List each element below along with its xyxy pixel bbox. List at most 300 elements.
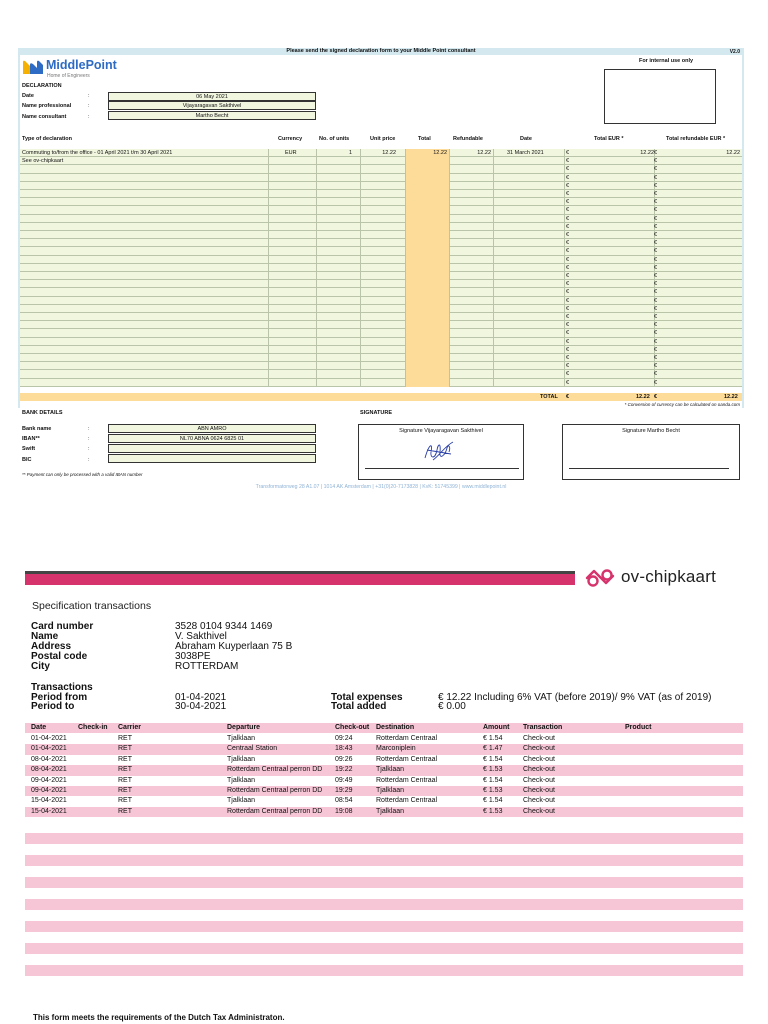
declaration-cell-type: See ov-chipkaart bbox=[22, 158, 64, 165]
column-divider bbox=[316, 247, 317, 255]
column-divider bbox=[316, 215, 317, 223]
declaration-cell-eur-sign2: € bbox=[654, 215, 658, 222]
bic-field[interactable] bbox=[108, 454, 316, 463]
column-divider bbox=[405, 272, 406, 280]
col-total-eur: Total EUR * bbox=[594, 136, 624, 142]
column-divider bbox=[564, 223, 565, 231]
column-divider bbox=[360, 149, 361, 157]
column-divider bbox=[360, 305, 361, 313]
column-divider bbox=[316, 346, 317, 354]
transaction-cell-transaction: Check-out bbox=[523, 745, 555, 753]
transaction-cell-checkout: 09:26 bbox=[335, 755, 353, 763]
declaration-cell-refundable: 12.22 bbox=[477, 150, 491, 156]
column-divider bbox=[360, 313, 361, 321]
transaction-cell-departure: Rotterdam Centraal perron DD bbox=[227, 807, 323, 815]
column-divider bbox=[360, 247, 361, 255]
form-version: V2.0 bbox=[729, 49, 740, 55]
transaction-cell-transaction: Check-out bbox=[523, 776, 555, 784]
declaration-row[interactable] bbox=[20, 239, 742, 247]
postal-code-value: 3038PE bbox=[175, 651, 211, 662]
declaration-cell-date: 31 March 2021 bbox=[507, 150, 544, 156]
bottom-note: This form meets the requirements of the Dutch Tax Administraton. bbox=[33, 1013, 285, 1022]
total-column-highlight bbox=[405, 288, 449, 296]
column-divider bbox=[405, 190, 406, 198]
column-divider bbox=[360, 182, 361, 190]
column-divider bbox=[316, 297, 317, 305]
internal-use-box bbox=[604, 69, 716, 124]
column-divider bbox=[316, 321, 317, 329]
transaction-cell-destination: Rotterdam Centraal bbox=[376, 776, 438, 784]
swift-colon: : bbox=[88, 446, 90, 452]
col-unit-price: Unit price bbox=[370, 136, 396, 142]
declaration-cell-currency: EUR bbox=[285, 150, 297, 156]
column-divider bbox=[564, 149, 565, 157]
column-divider bbox=[564, 305, 565, 313]
signature-professional-box[interactable] bbox=[358, 424, 524, 480]
total-label: TOTAL bbox=[540, 394, 558, 400]
declaration-cell-eur-sign2: € bbox=[654, 330, 658, 337]
name-professional-colon: : bbox=[88, 103, 90, 109]
column-divider bbox=[405, 264, 406, 272]
column-divider bbox=[449, 280, 450, 288]
total-eur-value: 12.22 bbox=[636, 394, 650, 400]
column-divider bbox=[405, 297, 406, 305]
declaration-row[interactable] bbox=[20, 149, 742, 157]
transaction-cell-departure: Tjalklaan bbox=[227, 735, 256, 742]
total-column-highlight bbox=[405, 280, 449, 288]
declaration-cell-eur-sign2: € bbox=[654, 314, 658, 320]
column-divider bbox=[493, 272, 494, 280]
ov-header-bar bbox=[25, 574, 575, 585]
declaration-cell-eur-sign: € bbox=[566, 379, 570, 386]
bank-details-title: BANK DETAILS bbox=[22, 410, 63, 416]
column-divider bbox=[405, 313, 406, 321]
declaration-cell-eur-sign2: € bbox=[654, 207, 658, 214]
column-divider bbox=[564, 247, 565, 255]
column-divider bbox=[493, 338, 494, 346]
declaration-row[interactable] bbox=[20, 223, 742, 231]
declaration-row[interactable] bbox=[20, 190, 742, 198]
column-divider bbox=[405, 256, 406, 264]
column-divider bbox=[268, 329, 269, 337]
declaration-cell-eur-sign: € bbox=[566, 248, 570, 255]
column-divider bbox=[449, 346, 450, 354]
column-divider bbox=[360, 280, 361, 288]
iban-label: IBAN** bbox=[22, 436, 40, 442]
column-divider bbox=[316, 174, 317, 182]
column-divider bbox=[564, 231, 565, 239]
column-divider bbox=[360, 264, 361, 272]
declaration-row[interactable] bbox=[20, 288, 742, 296]
middlepoint-logo bbox=[22, 58, 142, 80]
ov-brand-name: ov-chipkaart bbox=[621, 567, 716, 586]
transaction-row bbox=[25, 744, 743, 754]
bank-name-label: Bank name bbox=[22, 426, 52, 432]
total-column-highlight bbox=[405, 198, 449, 206]
transaction-cell-departure: Centraal Station bbox=[227, 745, 278, 753]
declaration-row[interactable] bbox=[20, 321, 742, 329]
column-divider bbox=[316, 256, 317, 264]
city-label: City bbox=[31, 661, 50, 672]
declaration-row[interactable] bbox=[20, 165, 742, 173]
total-added-label: Total added bbox=[331, 701, 387, 712]
transaction-cell-destination: Rotterdam Centraal bbox=[376, 797, 438, 805]
signature-professional-label: Signature Vijayaragavan Sakthivel bbox=[399, 428, 483, 434]
transaction-cell-transaction: Check-out bbox=[523, 755, 555, 763]
column-divider bbox=[268, 338, 269, 346]
transaction-cell-checkout: 19:22 bbox=[335, 766, 353, 774]
total-column-highlight bbox=[405, 370, 449, 378]
transaction-cell-checkout: 19:29 bbox=[335, 787, 353, 794]
total-column-highlight bbox=[405, 362, 449, 370]
column-divider bbox=[493, 379, 494, 387]
declaration-row[interactable] bbox=[20, 313, 742, 321]
declaration-cell-eur-sign: € bbox=[566, 207, 570, 214]
column-divider bbox=[316, 379, 317, 387]
column-divider bbox=[360, 370, 361, 378]
column-divider bbox=[360, 256, 361, 264]
column-divider bbox=[405, 321, 406, 329]
column-divider bbox=[360, 272, 361, 280]
declaration-row[interactable] bbox=[20, 305, 742, 313]
total-column-highlight bbox=[405, 239, 449, 247]
declaration-cell-eur-sign2: € bbox=[654, 281, 658, 288]
declaration-cell-eur-sign: € bbox=[566, 273, 570, 279]
column-divider bbox=[449, 297, 450, 305]
transactions-label: Transactions bbox=[31, 682, 93, 693]
column-divider bbox=[493, 157, 494, 165]
total-column-highlight bbox=[405, 223, 449, 231]
column-divider bbox=[564, 329, 565, 337]
ov-chipkaart-logo-icon bbox=[584, 568, 616, 588]
declaration-cell-eur-sign2: € bbox=[654, 297, 658, 304]
total-column-highlight bbox=[405, 182, 449, 190]
transaction-cell-amount: € 1.54 bbox=[483, 735, 503, 742]
declaration-cell-eur-sign: € bbox=[566, 240, 570, 247]
column-divider bbox=[564, 206, 565, 214]
column-divider bbox=[268, 313, 269, 321]
column-divider bbox=[449, 247, 450, 255]
total-column-highlight bbox=[405, 346, 449, 354]
city-value: ROTTERDAM bbox=[175, 661, 239, 672]
declaration-row[interactable] bbox=[20, 247, 742, 255]
column-divider bbox=[405, 288, 406, 296]
total-column-highlight bbox=[405, 157, 449, 165]
total-column-highlight bbox=[405, 354, 449, 362]
bic-colon: : bbox=[88, 457, 90, 463]
total-column-highlight bbox=[405, 329, 449, 337]
column-divider bbox=[405, 223, 406, 231]
date-label: Date bbox=[22, 93, 34, 99]
column-divider bbox=[316, 239, 317, 247]
column-divider bbox=[405, 239, 406, 247]
declaration-cell-unit-price: 12.22 bbox=[382, 150, 396, 156]
column-divider bbox=[564, 239, 565, 247]
transaction-row bbox=[25, 755, 743, 765]
column-divider bbox=[564, 157, 565, 165]
name-consultant-field[interactable]: Martho Becht bbox=[108, 111, 316, 120]
conversion-note: * Conversion of currency can be calculated on oanda.com bbox=[624, 402, 740, 407]
declaration-cell-eur-sign: € bbox=[566, 174, 570, 181]
declaration-cell-total: 12.22 bbox=[433, 150, 447, 156]
transaction-cell-carrier: RET bbox=[118, 787, 132, 794]
column-divider bbox=[493, 354, 494, 362]
column-divider bbox=[316, 223, 317, 231]
column-divider bbox=[493, 264, 494, 272]
column-divider bbox=[316, 165, 317, 173]
declaration-cell-eur-sign2: € bbox=[654, 240, 658, 247]
column-divider bbox=[449, 206, 450, 214]
empty-transaction-row bbox=[25, 855, 743, 866]
empty-transaction-row bbox=[25, 899, 743, 910]
column-divider bbox=[564, 165, 565, 173]
total-column-highlight bbox=[405, 272, 449, 280]
declaration-cell-eur-sign: € bbox=[566, 314, 570, 320]
declaration-cell-eur-sign: € bbox=[566, 223, 570, 230]
column-divider bbox=[493, 149, 494, 157]
declaration-row[interactable] bbox=[20, 182, 742, 190]
declaration-row[interactable] bbox=[20, 256, 742, 264]
declaration-cell-eur-sign: € bbox=[566, 371, 570, 378]
transaction-cell-destination: Tjalklaan bbox=[376, 766, 405, 774]
declaration-cell-eur-sign: € bbox=[566, 264, 570, 271]
column-divider bbox=[316, 305, 317, 313]
column-divider bbox=[564, 190, 565, 198]
column-divider bbox=[316, 288, 317, 296]
declaration-cell-eur-sign: € bbox=[566, 338, 570, 345]
col-total: Total bbox=[418, 136, 431, 142]
column-divider bbox=[493, 182, 494, 190]
column-divider bbox=[405, 280, 406, 288]
declaration-row[interactable] bbox=[20, 297, 742, 305]
tx-col-departure: Departure bbox=[227, 724, 261, 731]
column-divider bbox=[449, 157, 450, 165]
address-label: Address bbox=[31, 641, 72, 652]
declaration-row[interactable] bbox=[20, 379, 742, 387]
column-divider bbox=[449, 231, 450, 239]
column-divider bbox=[493, 288, 494, 296]
declaration-row[interactable] bbox=[20, 280, 742, 288]
bank-name-field[interactable]: ABN AMRO bbox=[108, 424, 316, 433]
column-divider bbox=[493, 280, 494, 288]
declaration-row[interactable] bbox=[20, 272, 742, 280]
declaration-cell-eur-sign2: € bbox=[654, 150, 658, 156]
declaration-row[interactable] bbox=[20, 354, 742, 362]
column-divider bbox=[360, 338, 361, 346]
declaration-cell-eur-sign: € bbox=[566, 305, 570, 312]
col-refundable: Refundable bbox=[453, 136, 483, 142]
declaration-cell-eur-sign: € bbox=[566, 158, 570, 165]
declaration-cell-eur-sign2: € bbox=[654, 166, 658, 173]
declaration-cell-type: Commuting to/from the office - 01 April 2021 t/m 30 April 2021 bbox=[22, 150, 173, 156]
column-divider bbox=[449, 190, 450, 198]
declaration-row[interactable] bbox=[20, 264, 742, 272]
column-divider bbox=[449, 305, 450, 313]
column-divider bbox=[405, 198, 406, 206]
name-professional-field[interactable]: Vijayaragavan Sakthivel bbox=[108, 101, 316, 110]
transaction-cell-amount: € 1.54 bbox=[483, 755, 503, 763]
column-divider bbox=[268, 198, 269, 206]
transaction-cell-transaction: Check-out bbox=[523, 787, 555, 794]
transaction-cell-checkout: 18:43 bbox=[335, 745, 353, 753]
column-divider bbox=[405, 182, 406, 190]
signature-consultant-label: Signature Martho Becht bbox=[622, 428, 680, 434]
declaration-cell-eur-sign: € bbox=[566, 199, 570, 206]
declaration-cell-eur-sign2: € bbox=[654, 355, 658, 361]
period-to-label: Period to bbox=[31, 701, 75, 712]
column-divider bbox=[268, 206, 269, 214]
tx-col-carrier: Carrier bbox=[118, 724, 141, 731]
total-column-highlight bbox=[405, 165, 449, 173]
column-divider bbox=[268, 174, 269, 182]
transaction-cell-checkout: 19:08 bbox=[335, 807, 353, 815]
column-divider bbox=[316, 354, 317, 362]
transaction-cell-carrier: RET bbox=[118, 766, 132, 774]
declaration-form bbox=[18, 48, 744, 500]
transaction-cell-date: 01-04-2021 bbox=[31, 735, 67, 742]
column-divider bbox=[316, 231, 317, 239]
total-refundable-eur-value: 12.22 bbox=[724, 394, 738, 400]
column-divider bbox=[449, 182, 450, 190]
column-divider bbox=[449, 239, 450, 247]
column-divider bbox=[268, 239, 269, 247]
name-label: Name bbox=[31, 631, 59, 642]
name-professional-label: Name professional bbox=[22, 103, 72, 109]
declaration-cell-total-eur: 12.22 bbox=[640, 150, 654, 156]
column-divider bbox=[564, 379, 565, 387]
column-divider bbox=[564, 264, 565, 272]
column-divider bbox=[268, 370, 269, 378]
declaration-cell-eur-sign2: € bbox=[654, 371, 658, 378]
col-date: Date bbox=[520, 136, 532, 142]
date-field[interactable]: 06 May 2021 bbox=[108, 92, 316, 101]
total-column-highlight bbox=[405, 256, 449, 264]
column-divider bbox=[316, 190, 317, 198]
declaration-cell-eur-sign: € bbox=[566, 346, 570, 353]
transaction-cell-date: 08-04-2021 bbox=[31, 766, 67, 774]
column-divider bbox=[564, 313, 565, 321]
declaration-cell-eur-sign2: € bbox=[654, 256, 658, 263]
transaction-cell-transaction: Check-out bbox=[523, 797, 555, 805]
column-divider bbox=[405, 338, 406, 346]
total-column-highlight bbox=[405, 321, 449, 329]
column-divider bbox=[316, 206, 317, 214]
column-divider bbox=[405, 165, 406, 173]
declaration-row[interactable] bbox=[20, 157, 742, 165]
transaction-cell-transaction: Check-out bbox=[523, 735, 555, 742]
column-divider bbox=[268, 272, 269, 280]
declaration-row[interactable] bbox=[20, 329, 742, 337]
column-divider bbox=[316, 329, 317, 337]
form-top-note: Please send the signed declaration form to your Middle Point consultant bbox=[286, 48, 476, 54]
declaration-cell-eur-sign: € bbox=[566, 322, 570, 329]
column-divider bbox=[316, 198, 317, 206]
column-divider bbox=[564, 346, 565, 354]
total-refundable-euro-sign: € bbox=[654, 394, 658, 400]
declaration-cell-eur-sign2: € bbox=[654, 158, 658, 165]
declaration-row[interactable] bbox=[20, 338, 742, 346]
column-divider bbox=[268, 157, 269, 165]
column-divider bbox=[360, 174, 361, 182]
column-divider bbox=[360, 223, 361, 231]
declaration-cell-eur-sign: € bbox=[566, 182, 570, 189]
declaration-cell-eur-sign: € bbox=[566, 256, 570, 263]
declaration-row[interactable] bbox=[20, 206, 742, 214]
column-divider bbox=[360, 297, 361, 305]
column-divider bbox=[449, 338, 450, 346]
transaction-cell-destination: Rotterdam Centraal bbox=[376, 755, 438, 763]
column-divider bbox=[449, 354, 450, 362]
declaration-row[interactable] bbox=[20, 231, 742, 239]
column-divider bbox=[360, 165, 361, 173]
transaction-row bbox=[25, 796, 743, 806]
swift-field[interactable] bbox=[108, 444, 316, 453]
declaration-row[interactable] bbox=[20, 346, 742, 354]
declaration-row[interactable] bbox=[20, 215, 742, 223]
address-value: Abraham Kuyperlaan 75 B bbox=[175, 641, 293, 652]
column-divider bbox=[360, 157, 361, 165]
declaration-row[interactable] bbox=[20, 198, 742, 206]
column-divider bbox=[316, 182, 317, 190]
date-colon: : bbox=[88, 93, 90, 99]
column-divider bbox=[316, 157, 317, 165]
column-divider bbox=[268, 379, 269, 387]
transaction-cell-date: 15-04-2021 bbox=[31, 807, 67, 815]
column-divider bbox=[564, 362, 565, 370]
column-divider bbox=[493, 190, 494, 198]
column-divider bbox=[449, 362, 450, 370]
signature-consultant-box[interactable] bbox=[562, 424, 740, 480]
transaction-cell-destination: Tjalklaan bbox=[376, 787, 405, 794]
tx-col-checkin: Check-in bbox=[78, 724, 108, 731]
column-divider bbox=[268, 190, 269, 198]
column-divider bbox=[268, 149, 269, 157]
column-divider bbox=[405, 157, 406, 165]
declaration-cell-eur-sign2: € bbox=[654, 289, 658, 296]
col-currency: Currency bbox=[278, 136, 303, 142]
column-divider bbox=[564, 182, 565, 190]
transaction-cell-checkout: 08:54 bbox=[335, 797, 353, 805]
column-divider bbox=[360, 321, 361, 329]
total-column-highlight bbox=[405, 338, 449, 346]
iban-field[interactable]: NL70 ABNA 0624 6825 01 bbox=[108, 434, 316, 443]
transaction-cell-departure: Rotterdam Centraal perron DD bbox=[227, 766, 323, 774]
column-divider bbox=[564, 354, 565, 362]
period-from-value: 01-04-2021 bbox=[175, 692, 227, 703]
transaction-cell-amount: € 1.53 bbox=[483, 766, 503, 774]
column-divider bbox=[268, 362, 269, 370]
column-divider bbox=[405, 174, 406, 182]
column-divider bbox=[405, 231, 406, 239]
internal-use-label: For internal use only bbox=[638, 58, 694, 64]
declaration-cell-total-refundable-eur: 12.22 bbox=[726, 150, 740, 156]
transaction-cell-carrier: RET bbox=[118, 776, 132, 784]
column-divider bbox=[360, 239, 361, 247]
tx-col-transaction: Transaction bbox=[523, 724, 563, 731]
declaration-row[interactable] bbox=[20, 370, 742, 378]
column-divider bbox=[316, 338, 317, 346]
name-value: V. Sakthivel bbox=[175, 631, 227, 642]
period-from-label: Period from bbox=[31, 692, 88, 703]
declaration-cell-eur-sign2: € bbox=[654, 182, 658, 189]
transaction-cell-amount: € 1.47 bbox=[483, 745, 503, 753]
column-divider bbox=[493, 223, 494, 231]
transaction-cell-amount: € 1.53 bbox=[483, 787, 503, 794]
signature-title: SIGNATURE bbox=[360, 410, 392, 416]
total-column-highlight bbox=[405, 206, 449, 214]
declaration-row[interactable] bbox=[20, 174, 742, 182]
declaration-row[interactable] bbox=[20, 362, 742, 370]
